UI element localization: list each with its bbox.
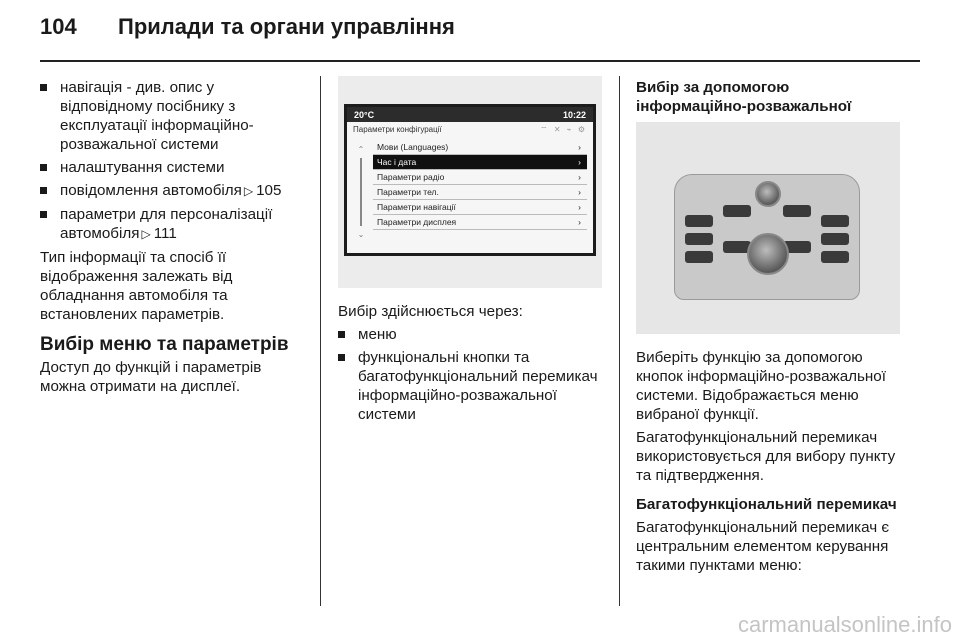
column-2 bbox=[338, 302, 600, 428]
header-rule bbox=[40, 60, 920, 62]
bullet-square-icon bbox=[40, 84, 47, 91]
menu-item[interactable] bbox=[373, 170, 587, 185]
menu-item[interactable] bbox=[373, 155, 587, 170]
page-title: Прилади та органи управління bbox=[118, 14, 455, 39]
bullet-square-icon bbox=[40, 211, 47, 218]
scroll-down-icon[interactable]: ⌄ bbox=[357, 230, 365, 239]
menu-item-label: Параметри дисплея bbox=[377, 217, 457, 227]
status-icons: ⌔ ✕ ⌁ ⚙ bbox=[540, 125, 587, 134]
page-number: 104 bbox=[40, 14, 77, 39]
menu-item-label: Мови (Languages) bbox=[377, 142, 449, 152]
bullet-item: меню bbox=[338, 325, 600, 344]
temperature-readout: 20°C bbox=[354, 109, 375, 120]
volume-knob-icon bbox=[755, 181, 781, 207]
menu-item-label: Час і дата bbox=[377, 157, 417, 167]
screen-title-bar bbox=[347, 122, 593, 137]
watermark-url: carmanualsonline.info bbox=[737, 612, 952, 637]
section-heading: Вибір за допомогою інформаційно-розважальної bbox=[636, 79, 852, 115]
paragraph: Багатофункціональний перемикач використовується для вибору пункту та підтвердження. bbox=[636, 429, 896, 484]
bullet-square-icon bbox=[40, 187, 47, 194]
scrollbar[interactable] bbox=[357, 145, 365, 245]
section-heading: Багатофункціональний перемикач bbox=[636, 496, 897, 513]
bullet-square-icon bbox=[338, 331, 345, 338]
paragraph: Багатофункціональний перемикач є центральним елементом керування такими пунктами меню: bbox=[636, 519, 890, 574]
menu-item[interactable] bbox=[373, 200, 587, 215]
infotainment-screen bbox=[344, 104, 596, 256]
page-reference-link[interactable]: 105 bbox=[256, 182, 282, 199]
paragraph: Вибір здійснюється через: bbox=[338, 303, 523, 320]
bullet-square-icon bbox=[40, 164, 47, 171]
chevron-right-icon: › bbox=[578, 187, 581, 197]
paragraph: Доступ до функцій і параметрів можна отримати на дисплеї. bbox=[40, 359, 262, 395]
bullet-item: функціональні кнопки та багатофункціональний перемикач інформаційно-розважальної системи bbox=[338, 348, 600, 424]
column-divider-2 bbox=[619, 76, 620, 606]
chevron-right-icon: › bbox=[578, 157, 581, 167]
screen-status-bar bbox=[347, 107, 593, 122]
column-3 bbox=[636, 348, 902, 579]
paragraph: Тип інформації та спосіб її відображення залежать від обладнання автомобіля та встановлених параметрів. bbox=[40, 249, 233, 323]
paragraph: Виберіть функцію за допомогою кнопок інформаційно-розважальної системи. Відображається меню вибраної функції. bbox=[636, 349, 886, 423]
menu-item[interactable] bbox=[373, 140, 587, 155]
panel-button bbox=[685, 251, 713, 263]
menu-item-label: Параметри тел. bbox=[377, 187, 439, 197]
scroll-track bbox=[360, 158, 362, 226]
section-heading: Вибір меню та параметрів bbox=[40, 334, 289, 355]
control-panel-illustration bbox=[636, 122, 900, 334]
multifunction-knob-icon bbox=[747, 233, 789, 275]
panel-button bbox=[821, 251, 849, 263]
page-reference-link[interactable]: 111 bbox=[153, 225, 177, 242]
page-reference-arrow-icon: ▷ bbox=[243, 184, 254, 198]
control-panel-body bbox=[674, 174, 860, 300]
chevron-right-icon: › bbox=[578, 217, 581, 227]
bullet-item: повідомлення автомобіля ▷ 105 bbox=[40, 181, 302, 201]
page-reference-arrow-icon: ▷ bbox=[141, 227, 151, 241]
column-1 bbox=[40, 78, 302, 400]
menu-item-label: Параметри навігації bbox=[377, 202, 456, 212]
panel-button bbox=[821, 233, 849, 245]
bullet-item: навігація - див. опис у відповідному посібнику з експлуатації інформаційно-розважальної системи bbox=[40, 78, 302, 154]
clock-readout: 10:22 bbox=[562, 109, 586, 120]
panel-button bbox=[723, 205, 751, 217]
panel-button bbox=[685, 215, 713, 227]
menu-item[interactable] bbox=[373, 185, 587, 200]
screen-title: Параметри конфігурації bbox=[353, 125, 442, 134]
bullet-item: налаштування системи bbox=[40, 158, 302, 177]
column-divider-1 bbox=[320, 76, 321, 606]
bullet-square-icon bbox=[338, 354, 345, 361]
panel-button bbox=[685, 233, 713, 245]
scroll-up-icon[interactable]: ⌃ bbox=[357, 145, 365, 154]
display-illustration bbox=[338, 76, 602, 288]
bullet-item: параметри для персоналізації автомобіля ▷ 111 bbox=[40, 205, 302, 244]
chevron-right-icon: › bbox=[578, 142, 581, 152]
page-header bbox=[40, 14, 455, 40]
chevron-right-icon: › bbox=[578, 202, 581, 212]
settings-menu bbox=[373, 140, 587, 230]
chevron-right-icon: › bbox=[578, 172, 581, 182]
menu-item[interactable] bbox=[373, 215, 587, 230]
menu-item-label: Параметри радіо bbox=[377, 172, 445, 182]
panel-button bbox=[821, 215, 849, 227]
panel-button bbox=[783, 205, 811, 217]
